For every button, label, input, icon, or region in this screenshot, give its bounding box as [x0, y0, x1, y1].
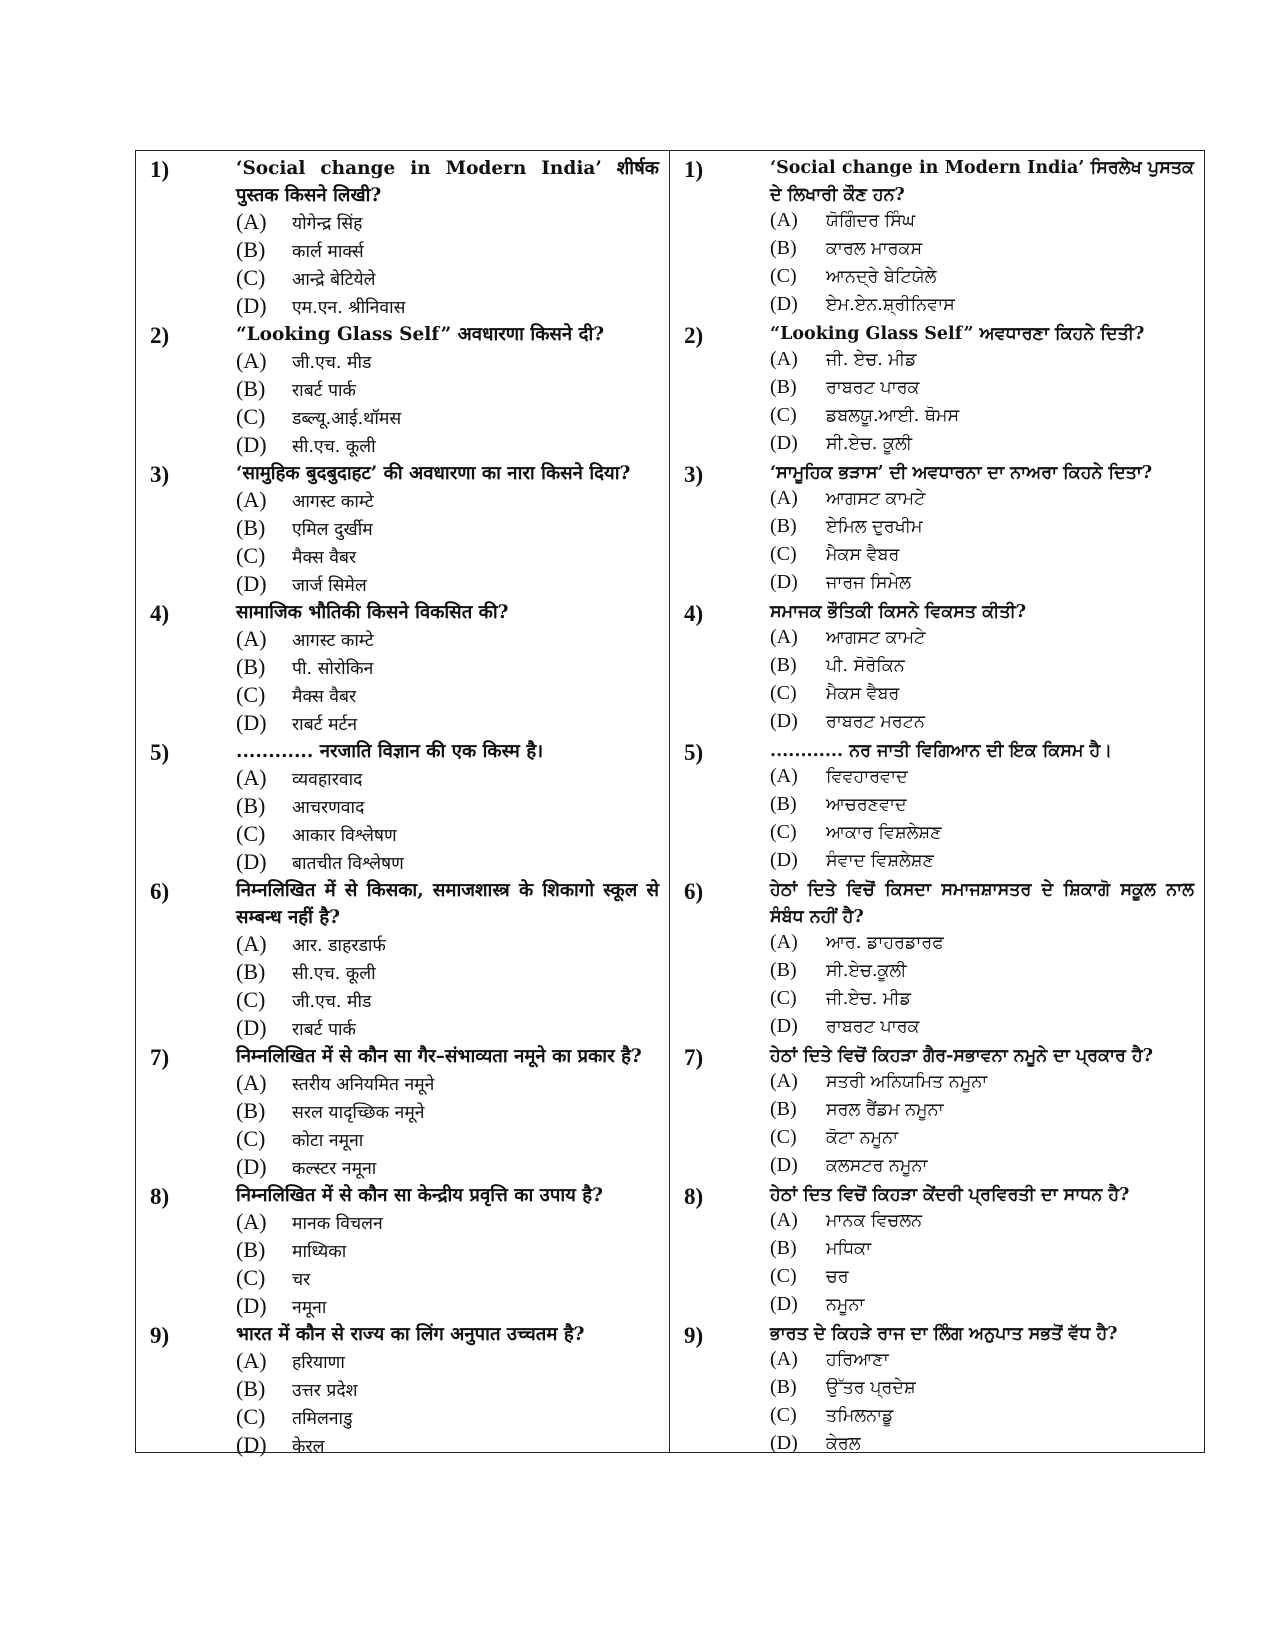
answer-option	[770, 1154, 1194, 1182]
option-text: सरल यादृच्छिक नमूने	[292, 1103, 425, 1123]
option-label: (B)	[770, 376, 797, 398]
answer-option	[236, 959, 659, 987]
option-label: (C)	[770, 543, 797, 565]
answer-option	[236, 654, 659, 682]
question-item	[680, 321, 1194, 460]
option-text: ਨਮੂਨਾ	[826, 1295, 865, 1315]
option-text: राबर्ट मर्टन	[292, 715, 358, 735]
option-text: आकार विश्लेषण	[292, 826, 397, 846]
option-label: (C)	[236, 987, 266, 1012]
answer-option	[770, 1432, 1194, 1460]
answer-option	[236, 1015, 659, 1043]
answer-option	[770, 1404, 1194, 1432]
answer-option	[770, 1237, 1194, 1265]
answer-option	[236, 765, 659, 793]
option-label: (A)	[770, 931, 798, 953]
answer-option	[236, 543, 659, 571]
answer-option	[236, 265, 659, 293]
option-label: (C)	[770, 404, 797, 426]
answer-option	[770, 987, 1194, 1015]
option-label: (A)	[770, 487, 798, 509]
answer-option	[236, 1126, 659, 1154]
option-label: (B)	[770, 793, 797, 815]
answer-option	[236, 626, 659, 654]
option-label: (A)	[770, 1348, 798, 1370]
question-body	[236, 460, 659, 599]
answer-option	[770, 1098, 1194, 1126]
question-number: 5)	[684, 740, 704, 765]
option-label: (A)	[236, 1348, 267, 1373]
option-text: राबर्ट पार्क	[292, 381, 356, 401]
option-label: (B)	[236, 237, 266, 262]
option-text: ਮਾਨਕ ਵਿਚਲਨ	[826, 1211, 923, 1231]
option-label: (A)	[236, 1209, 267, 1234]
answer-option	[770, 376, 1194, 404]
option-text: ਆਚਰਣਵਾਦ	[826, 795, 907, 815]
option-label: (D)	[770, 1154, 798, 1176]
option-label: (B)	[236, 376, 266, 401]
option-text: ਡਬਲਯੂ.ਆਈ. ਥੋਮਸ	[826, 406, 960, 426]
option-label: (B)	[236, 959, 266, 984]
option-label: (C)	[236, 1404, 266, 1429]
answer-option	[770, 793, 1194, 821]
option-text: मैक्स वैबर	[292, 548, 357, 568]
answer-option	[236, 793, 659, 821]
option-text: आन्द्रे बेटियेले	[292, 270, 376, 290]
option-text: योगेन्द्र सिंह	[292, 214, 363, 234]
option-label: (C)	[770, 1265, 797, 1287]
option-text: ਜਾਰਜ ਸਿਮੇਲ	[826, 573, 911, 593]
question-text: ਭਾਰਤ ਦੇ ਕਿਹੜੇ ਰਾਜ ਦਾ ਲਿੰਗ ਅਨੁਪਾਤ ਸਭਤੋਂ ਵੱਧ ਹੈ?	[770, 1324, 1118, 1344]
option-label: (D)	[236, 1293, 267, 1318]
question-item	[146, 1182, 659, 1321]
option-label: (D)	[770, 1015, 798, 1037]
punjabi-column	[670, 151, 1204, 1452]
option-label: (D)	[236, 1154, 267, 1179]
option-text: ਆਗਸਟ ਕਾਮਟੇ	[826, 628, 926, 648]
answer-option	[236, 1293, 659, 1321]
question-number: 4)	[684, 601, 704, 626]
option-label: (C)	[236, 265, 266, 290]
answer-option	[236, 1376, 659, 1404]
answer-option	[770, 293, 1194, 321]
answer-option	[770, 1070, 1194, 1098]
answer-option	[236, 1237, 659, 1265]
option-text: ਚਰ	[826, 1267, 849, 1287]
question-body	[770, 155, 1194, 321]
option-text: ਆਗਸਟ ਕਾਮਟੇ	[826, 489, 926, 509]
option-text: आगस्ट काम्टे	[292, 492, 374, 512]
question-number: 8)	[684, 1184, 704, 1209]
option-text: ਮੈਕਸ ਵੈਬਰ	[826, 684, 900, 704]
option-text: तमिलनाडु	[292, 1409, 353, 1429]
answer-option	[236, 209, 659, 237]
option-label: (A)	[770, 626, 798, 648]
question-item	[146, 155, 659, 321]
question-text: ‘Social change in Modern India’ शीर्षक पुस्तक किसने लिखी?	[236, 158, 659, 206]
question-item	[146, 321, 659, 460]
answer-option	[236, 404, 659, 432]
question-item	[680, 460, 1194, 599]
option-text: कल्स्टर नमूना	[292, 1159, 377, 1179]
answer-option	[770, 1265, 1194, 1293]
question-text: निम्नलिखित में से कौन सा गैर–संभाव्यता नमूने का प्रकार है?	[236, 1046, 642, 1067]
answer-option	[236, 1098, 659, 1126]
answer-option	[236, 237, 659, 265]
answer-option	[236, 931, 659, 959]
option-text: बातचीत विश्लेषण	[292, 854, 404, 874]
answer-option	[770, 404, 1194, 432]
answer-option	[236, 987, 659, 1015]
option-label: (B)	[236, 1098, 266, 1123]
answer-option	[236, 1154, 659, 1182]
answer-option	[770, 765, 1194, 793]
question-item	[146, 1043, 659, 1182]
question-body	[236, 738, 659, 877]
answer-option	[236, 293, 659, 321]
option-label: (C)	[770, 821, 797, 843]
question-body	[236, 1321, 659, 1460]
answer-option	[236, 682, 659, 710]
option-label: (B)	[770, 237, 797, 259]
question-body	[770, 460, 1194, 599]
question-item	[146, 738, 659, 877]
question-text: “Looking Glass Self” अवधारणा किसने दी?	[236, 324, 605, 345]
option-text: ਵਿਵਹਾਰਵਾਦ	[826, 767, 908, 787]
option-text: ਰਾਬਰਟ ਪਾਰਕ	[826, 378, 920, 398]
option-label: (B)	[236, 515, 266, 540]
question-body	[770, 738, 1194, 877]
question-number: 1)	[150, 157, 170, 182]
option-label: (D)	[770, 849, 798, 871]
option-label: (D)	[236, 710, 267, 735]
question-body	[236, 155, 659, 321]
option-text: ਹਰਿਆਣਾ	[826, 1350, 889, 1370]
answer-option	[770, 515, 1194, 543]
option-text: ਰਾਬਰਟ ਪਾਰਕ	[826, 1017, 920, 1037]
answer-option	[770, 682, 1194, 710]
answer-option	[770, 1293, 1194, 1321]
option-text: जी.एच. मीड	[292, 353, 372, 373]
question-item	[146, 877, 659, 1043]
option-text: ਆਰ. ਡਾਹਰਡਾਰਫ	[826, 933, 944, 953]
option-text: ਸੀ.ਏਚ.ਕੂਲੀ	[826, 961, 907, 981]
option-label: (C)	[236, 682, 266, 707]
answer-option	[236, 1432, 659, 1460]
option-label: (C)	[770, 1126, 797, 1148]
question-text: “Looking Glass Self” ਅਵਧਾਰਣਾ ਕਿਹਨੇ ਦਿਤੀ?	[770, 324, 1145, 344]
option-label: (B)	[236, 793, 266, 818]
answer-option	[770, 626, 1194, 654]
option-label: (A)	[236, 765, 267, 790]
question-body	[770, 1182, 1194, 1321]
option-label: (C)	[236, 1126, 266, 1151]
answer-option	[236, 376, 659, 404]
option-text: ਜੀ. ਏਚ. ਮੀਡ	[826, 350, 917, 370]
answer-option	[236, 348, 659, 376]
question-item	[146, 1321, 659, 1460]
option-text: ਏਮ.ਏਨ.ਸ਼੍ਰੀਨਿਵਾਸ	[826, 295, 955, 315]
answer-option	[770, 543, 1194, 571]
option-label: (A)	[236, 1070, 267, 1095]
question-body	[770, 321, 1194, 460]
question-body	[236, 1043, 659, 1182]
option-text: ਏਮਿਲ ਦੁਰਖੀਮ	[826, 517, 923, 537]
option-text: स्तरीय अनियमित नमूने	[292, 1075, 435, 1095]
question-item	[146, 460, 659, 599]
question-item	[680, 738, 1194, 877]
answer-option	[770, 237, 1194, 265]
question-number: 3)	[684, 462, 704, 487]
option-text: ਆਕਾਰ ਵਿਸ਼ਲੇਸ਼ਣ	[826, 823, 942, 843]
option-label: (C)	[770, 1404, 797, 1426]
option-label: (D)	[236, 293, 267, 318]
answer-option	[236, 849, 659, 877]
option-label: (B)	[770, 1098, 797, 1120]
option-label: (A)	[770, 1070, 798, 1092]
answer-option	[770, 931, 1194, 959]
option-text: ਸੰਵਾਦ ਵਿਸ਼ਲੇਸ਼ਣ	[826, 851, 934, 871]
answer-option	[770, 710, 1194, 738]
option-label: (D)	[236, 849, 267, 874]
option-text: ਮੈਕਸ ਵੈਬਰ	[826, 545, 900, 565]
question-number: 2)	[684, 323, 704, 348]
option-text: कोटा नमूना	[292, 1131, 364, 1151]
option-text: मैक्स वैबर	[292, 687, 357, 707]
option-text: आचरणवाद	[292, 798, 365, 818]
option-text: मानक विचलन	[292, 1214, 383, 1234]
question-text: ਹੇਠਾਂ ਦਿਤੇ ਵਿਚੋਂ ਕਿਹੜਾ ਗੈਰ-ਸਭਾਵਨਾ ਨਮੂਨੇ ਦਾ ਪ੍ਰਕਾਰ ਹੈ?	[770, 1046, 1153, 1066]
question-number: 6)	[684, 879, 704, 904]
question-text: ‘ਸਾਮੂਹਿਕ ਭੜਾਸ’ ਦੀ ਅਵਧਾਰਨਾ ਦਾ ਨਾਅਰਾ ਕਿਹਨੇ ਦਿਤਾ?	[770, 463, 1153, 483]
option-text: सी.एच. कूली	[292, 437, 376, 457]
option-label: (B)	[770, 1376, 797, 1398]
question-sheet	[135, 150, 1205, 1457]
question-number: 7)	[684, 1045, 704, 1070]
option-label: (A)	[236, 209, 267, 234]
option-label: (A)	[770, 1209, 798, 1231]
option-text: नमूना	[292, 1298, 327, 1318]
option-label: (A)	[770, 209, 798, 231]
option-label: (B)	[770, 654, 797, 676]
option-text: एमिल दुर्खीम	[292, 520, 373, 540]
question-number: 8)	[150, 1184, 170, 1209]
question-item	[146, 599, 659, 738]
option-label: (B)	[236, 1376, 266, 1401]
option-text: आगस्ट काम्टे	[292, 631, 374, 651]
answer-option	[236, 1348, 659, 1376]
answer-option	[770, 654, 1194, 682]
answer-option	[770, 849, 1194, 877]
option-label: (C)	[236, 404, 266, 429]
option-label: (D)	[236, 571, 267, 596]
option-label: (C)	[236, 543, 266, 568]
option-label: (A)	[236, 487, 267, 512]
question-number: 9)	[684, 1323, 704, 1348]
answer-option	[770, 432, 1194, 460]
answer-option	[236, 571, 659, 599]
question-body	[770, 877, 1194, 1043]
question-item	[680, 1321, 1194, 1460]
question-body	[236, 321, 659, 460]
option-label: (A)	[236, 626, 267, 651]
answer-option	[770, 571, 1194, 599]
answer-option	[770, 1209, 1194, 1237]
question-body	[236, 1182, 659, 1321]
option-text: चर	[292, 1270, 311, 1290]
option-label: (B)	[236, 654, 266, 679]
answer-option	[770, 1348, 1194, 1376]
question-body	[236, 599, 659, 738]
answer-option	[770, 959, 1194, 987]
question-number: 5)	[150, 740, 170, 765]
answer-option	[236, 1209, 659, 1237]
question-number: 2)	[150, 323, 170, 348]
option-label: (A)	[770, 765, 798, 787]
option-text: ਕੋਟਾ ਨਮੂਨਾ	[826, 1128, 899, 1148]
question-item	[680, 877, 1194, 1043]
answer-option	[236, 1404, 659, 1432]
question-item	[680, 1043, 1194, 1182]
option-text: एम.एन. श्रीनिवास	[292, 298, 406, 318]
answer-option	[236, 1070, 659, 1098]
option-text: उत्तर प्रदेश	[292, 1381, 358, 1401]
answer-option	[770, 487, 1194, 515]
option-text: ਆਨਦ੍ਰੇ ਬੇਟਿਯੇਲੇ	[826, 267, 937, 287]
option-text: आर. डाहरडार्फ	[292, 936, 386, 956]
answer-option	[236, 710, 659, 738]
question-body	[770, 1043, 1194, 1182]
question-item	[680, 599, 1194, 738]
option-label: (D)	[770, 1293, 798, 1315]
question-text: ‘Social change in Modern India’ ਸਿਰਲੇਖ ਪੁਸਤਕ ਦੇ ਲਿਖਾਰੀ ਕੌਣ ਹਨ?	[770, 158, 1194, 205]
question-text: सामाजिक भौतिकी किसने विकसित की?	[236, 602, 509, 623]
answer-option	[236, 515, 659, 543]
answer-option	[236, 432, 659, 460]
question-number: 1)	[684, 157, 704, 182]
question-text: भारत में कौन से राज्य का लिंग अनुपात उच्चतम है?	[236, 1324, 585, 1345]
question-item	[680, 155, 1194, 321]
hindi-column	[136, 151, 670, 1457]
option-label: (A)	[236, 931, 267, 956]
question-number: 6)	[150, 879, 170, 904]
answer-option	[770, 1015, 1194, 1043]
question-body	[236, 877, 659, 1043]
option-text: जी.एच. मीड	[292, 992, 372, 1012]
option-text: ਸਤਰੀ ਅਨਿਯਮਿਤ ਨਮੂਨਾ	[826, 1072, 988, 1092]
option-text: ਤਮਿਲਨਾਡੂ	[826, 1406, 894, 1426]
option-text: ਰਾਬਰਟ ਮਰਟਨ	[826, 712, 925, 732]
answer-option	[770, 1376, 1194, 1404]
option-label: (B)	[236, 1237, 266, 1262]
option-text: सी.एच. कूली	[292, 964, 376, 984]
option-label: (A)	[770, 348, 798, 370]
option-label: (C)	[770, 682, 797, 704]
question-text: निम्नलिखित में से कौन सा केन्द्रीय प्रवृत्ति का उपाय है?	[236, 1185, 603, 1206]
question-text: ਹੇਠਾਂ ਦਿਤ ਵਿਚੋਂ ਕਿਹੜਾ ਕੇਂਦਰੀ ਪ੍ਰਵਿਰਤੀ ਦਾ ਸਾਧਨ ਹੈ?	[770, 1185, 1130, 1205]
option-text: ਜੀ.ਏਚ. ਮੀਡ	[826, 989, 911, 1009]
question-text: ਹੇਠਾਂ ਦਿਤੇ ਵਿਚੋਂ ਕਿਸਦਾ ਸਮਾਜਸ਼ਾਸਤਰ ਦੇ ਸ਼ਿਕਾਗੋ ਸਕੂਲ ਨਾਲ ਸੰਬੰਧ ਨਹੀਂ ਹੈ?	[770, 880, 1194, 927]
question-text: ‘सामुहिक बुदबुदाहट’ की अवधारणा का नारा किसने दिया?	[236, 463, 631, 484]
answer-option	[236, 821, 659, 849]
answer-option	[770, 265, 1194, 293]
option-text: हरियाणा	[292, 1353, 345, 1373]
option-label: (C)	[770, 265, 797, 287]
option-text: ਸੀ.ਏਚ. ਕੂਲੀ	[826, 434, 913, 454]
option-text: ਕੇਰਲ	[826, 1434, 861, 1454]
option-text: पी. सोरोकिन	[292, 659, 374, 679]
option-text: ਮਧਿਕਾ	[826, 1239, 872, 1259]
option-text: ਕਲਸਟਰ ਨਮੂਨਾ	[826, 1156, 928, 1176]
option-text: माध्यिका	[292, 1242, 347, 1262]
option-label: (B)	[770, 959, 797, 981]
option-label: (B)	[770, 515, 797, 537]
option-label: (D)	[236, 432, 267, 457]
question-text: ............ नरजाति विज्ञान की एक किस्म है।	[236, 741, 544, 762]
option-label: (B)	[770, 1237, 797, 1259]
answer-option	[770, 209, 1194, 237]
question-body	[770, 599, 1194, 738]
option-label: (D)	[770, 571, 798, 593]
answer-option	[770, 821, 1194, 849]
answer-option	[770, 348, 1194, 376]
question-number: 3)	[150, 462, 170, 487]
option-label: (D)	[770, 710, 798, 732]
question-number: 7)	[150, 1045, 170, 1070]
option-text: केरल	[292, 1437, 325, 1457]
option-text: जार्ज सिमेल	[292, 576, 367, 596]
option-text: ਉੱਤਰ ਪ੍ਰਦੇਸ਼	[826, 1378, 916, 1398]
question-number: 9)	[150, 1323, 170, 1348]
option-label: (D)	[770, 432, 798, 454]
answer-option	[770, 1126, 1194, 1154]
option-label: (D)	[770, 1432, 798, 1454]
question-body	[770, 1321, 1194, 1460]
option-text: ਯੋਗਿੰਦਰ ਸਿੰਘ	[826, 211, 915, 231]
option-text: व्यवहारवाद	[292, 770, 363, 790]
option-text: ਸਰਲ ਰੈਂਡਮ ਨਮੂਨਾ	[826, 1100, 944, 1120]
question-item	[680, 1182, 1194, 1321]
option-text: राबर्ट पार्क	[292, 1020, 356, 1040]
question-text: ਸਮਾਜਕ ਭੌਤਿਕੀ ਕਿਸਨੇ ਵਿਕਸਤ ਕੀਤੀ?	[770, 602, 1027, 622]
question-text: निम्नलिखित में से किसका, समाजशास्त्र के शिकागो स्कूल से सम्बन्ध नहीं है?	[236, 880, 659, 928]
option-text: डब्ल्यू.आई.थॉमस	[292, 409, 402, 429]
option-label: (A)	[236, 348, 267, 373]
option-text: ਪੀ. ਸੋਰੋਕਿਨ	[826, 656, 905, 676]
answer-option	[236, 487, 659, 515]
option-label: (C)	[236, 1265, 266, 1290]
question-number: 4)	[150, 601, 170, 626]
question-text: ............ ਨਰ ਜਾਤੀ ਵਿਗਿਆਨ ਦੀ ਇਕ ਕਿਸਮ ਹੈ।	[770, 741, 1113, 761]
option-label: (C)	[770, 987, 797, 1009]
option-label: (C)	[236, 821, 266, 846]
option-text: ਕਾਰਲ ਮਾਰਕਸ	[826, 239, 923, 259]
option-label: (D)	[236, 1432, 267, 1457]
answer-option	[236, 1265, 659, 1293]
option-text: कार्ल मार्क्स	[292, 242, 364, 262]
option-label: (D)	[770, 293, 798, 315]
option-label: (D)	[236, 1015, 267, 1040]
